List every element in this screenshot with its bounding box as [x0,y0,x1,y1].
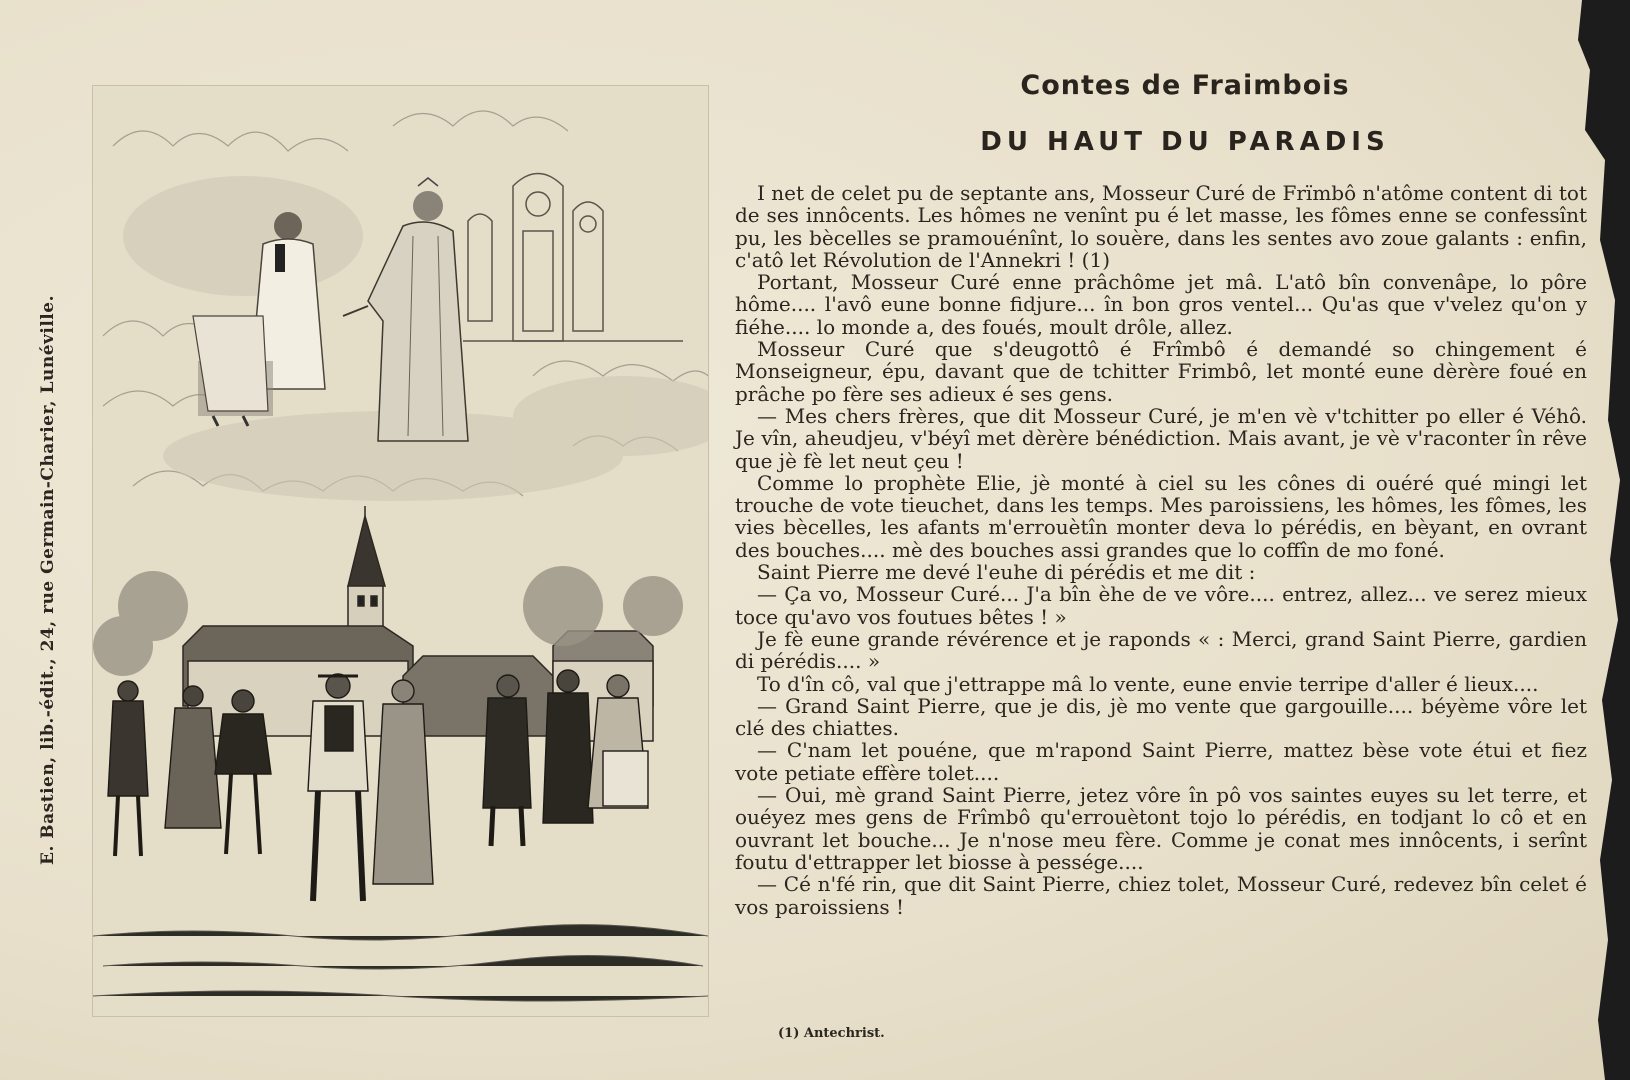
paragraph: — Grand Saint Pierre, que je dis, jè mo vente que gargouille.... béyème vôre let clé des chiattes. [735,693,1587,741]
page-title: Contes de Fraimbois [1020,70,1350,101]
illustration [92,85,709,1017]
footnote: (1) Antechrist. [778,1026,885,1041]
paragraph: — Oui, mè grand Saint Pierre, jetez vôre în pô vos saintes euyes su let terre, et ouéyez mes gens de Frîmbô qu'errouètont tojo lo pérédis, en todjant lo cô et en ouvrant let bouche... Je n'nose meu fère. Comme je conat mes innôcents, i serînt foutu d'ettrapper let biosse à pessége.... [735,783,1587,874]
paragraph: To d'în cô, val que j'ettrappe mâ lo vente, eune envie terripe d'aller é lieux.... [757,671,1539,696]
story-text [735,182,1587,918]
paragraph: Mosseur Curé que s'deugottô é Frîmbô é demandé so chingement é Monseigneur, épu, davant que de tchitter Frimbô, let monté eune dèrère foué en prâche po fère ses adieux é ses gens. [735,337,1587,406]
paragraph: — Mes chers frères, que dit Mosseur Curé, je m'en vè v'tchitter po eller é Véhô. Je vîn, aheudjeu, v'béyî met dèrère bénédiction. Mais avant, je vè v'raconter în rêve que jè fè let neut çeu ! [735,403,1587,473]
heaven-church [463,174,683,342]
paragraph: Je fè eune grande révérence et je raponds « : Merci, grand Saint Pierre, gardien di pérédis.... » [735,626,1587,674]
paragraph: Portant, Mosseur Curé enne prâchôme jet mâ. L'atô bîn convenâpe, lo pôre hôme.... l'avô eune bonne fidjure... în bon gros ventel... Qu'as que v'velez qu'on y fiéhe.... lo monde a, des foués, moult drôle, allez. [735,270,1587,339]
paragraph: I net de celet pu de septante ans, Mosseur Curé de Frïmbô n'atôme content di tot de ses innôcents. Les hômes ne venînt pu é let masse, les fômes enne se confessînt pu, les bècelles se pramouénînt, lo souère, dans les sentes avo zoue galants : enfin, c'atô let Révolution de l'Annekri ! (1) [735,181,1587,272]
saint-peter-figure [343,178,468,441]
sketch-drawing [93,86,708,1016]
paragraph: — Cé n'fé rin, que dit Saint Pierre, chiez tolet, Mosseur Curé, redevez bîn celet é vos paroissiens ! [735,872,1587,919]
page-subtitle: DU HAUT DU PARADIS [980,127,1390,157]
paragraph: Comme lo prophète Elie, jè monté à ciel su les cônes di ouéré qué mingi let trouche de vote tieuchet, dans les temps. Mes paroissiens, les hômes, les fômes, les vies bècelles, les afants m'errouètîn monter deva lo pérédis, en bèyant, en ovrant des bouches.... mè des bouches assi grandes que lo coffîn de mo foné. [735,470,1587,562]
torn-edge [1560,0,1630,1080]
paragraph: — Ça vo, Mosseur Curé... J'a bîn èhe de ve vôre.... entrez, allez... ve serez mieux toce qu'avo vos foutues bêtes ! » [735,582,1587,629]
publisher-credit: E. Bastien, lib.-édit., 24, rue Germain-Charier, Lunéville. [38,295,58,865]
paragraph: Saint Pierre me devé l'euhe di pérédis et me dit : [757,560,1256,585]
paragraph: — C'nam let pouéne, que m'rapond Saint Pierre, mattez bèse vote étui et fiez vote petiate effère tolet.... [735,738,1587,785]
ground [93,925,708,1001]
